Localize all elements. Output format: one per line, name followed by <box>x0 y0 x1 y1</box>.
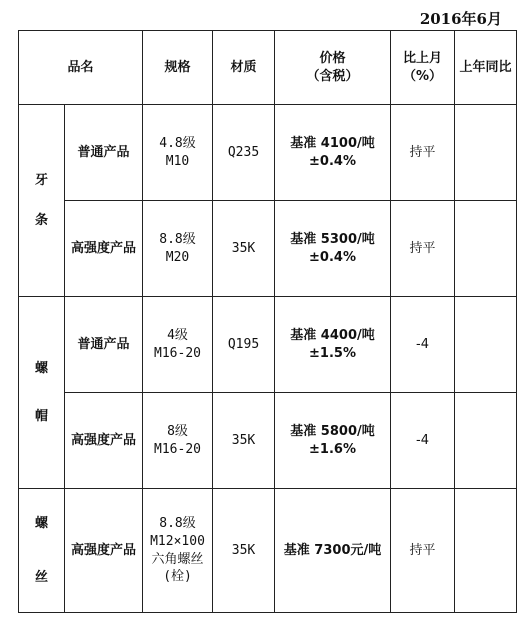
product-cell: 高强度产品 <box>65 489 143 613</box>
yoy-cell <box>455 393 517 489</box>
material-cell: Q195 <box>213 297 275 393</box>
price-cell <box>275 393 391 489</box>
price-table <box>18 30 517 613</box>
category-cell <box>19 297 65 489</box>
spec-line: 8.8级 <box>159 231 196 247</box>
product-cell: 高强度产品 <box>65 393 143 489</box>
price-line: ±1.5% <box>309 345 356 361</box>
header-mom-line2: （%） <box>403 68 443 84</box>
yoy-cell <box>455 201 517 297</box>
yoy-cell <box>455 105 517 201</box>
header-price-line1: 价格 <box>319 50 346 66</box>
mom-cell: 持平 <box>391 105 455 201</box>
category-char: 螺 <box>34 515 48 531</box>
category-char: 丝 <box>34 569 48 585</box>
spec-line: 4级 <box>167 327 188 343</box>
material-cell: 35K <box>213 393 275 489</box>
table-row <box>19 297 517 393</box>
price-cell <box>275 105 391 201</box>
table-row <box>19 393 517 489</box>
material-cell: 35K <box>213 489 275 613</box>
category-char: 帽 <box>34 408 48 424</box>
yoy-cell <box>455 297 517 393</box>
price-line: 基准 4100/吨 <box>290 135 375 151</box>
table-row <box>19 201 517 297</box>
price-line: ±0.4% <box>309 249 356 265</box>
price-line: 基准 4400/吨 <box>290 327 375 343</box>
spec-line: 8.8级 <box>159 516 196 532</box>
price-cell <box>275 489 391 613</box>
table-row <box>19 105 517 201</box>
material-cell: 35K <box>213 201 275 297</box>
spec-line: M16-20 <box>154 345 201 361</box>
header-row <box>19 31 517 105</box>
spec-line: 4.8级 <box>159 135 196 151</box>
category-cell <box>19 489 65 613</box>
spec-line: 六角螺丝 <box>151 551 204 567</box>
header-name: 品名 <box>19 31 143 105</box>
spec-line: M20 <box>165 249 190 265</box>
spec-line: 8级 <box>167 423 188 439</box>
mom-cell: -4 <box>391 297 455 393</box>
report-date: 2016年6月 <box>419 10 502 28</box>
spec-cell <box>143 297 213 393</box>
spec-line: M12×100 <box>150 533 205 549</box>
spec-cell <box>143 489 213 613</box>
header-price-line2: （含税） <box>306 68 359 84</box>
yoy-cell <box>455 489 517 613</box>
price-line: 基准 7300元/吨 <box>283 542 382 558</box>
material-cell: Q235 <box>213 105 275 201</box>
spec-line: (栓) <box>163 569 192 585</box>
price-line: ±0.4% <box>309 153 356 169</box>
category-char: 牙 <box>34 172 48 188</box>
product-cell: 高强度产品 <box>65 201 143 297</box>
mom-cell: -4 <box>391 393 455 489</box>
header-material: 材质 <box>213 31 275 105</box>
spec-cell <box>143 105 213 201</box>
category-cell <box>19 105 65 297</box>
mom-cell: 持平 <box>391 489 455 613</box>
header-price <box>275 31 391 105</box>
spec-line: M16-20 <box>154 441 201 457</box>
product-cell: 普通产品 <box>65 297 143 393</box>
table-row <box>19 489 517 613</box>
mom-cell: 持平 <box>391 201 455 297</box>
spec-cell <box>143 201 213 297</box>
spec-cell <box>143 393 213 489</box>
product-cell: 普通产品 <box>65 105 143 201</box>
header-spec: 规格 <box>143 31 213 105</box>
price-cell <box>275 201 391 297</box>
price-line: 基准 5300/吨 <box>290 231 375 247</box>
price-cell <box>275 297 391 393</box>
category-char: 条 <box>34 212 48 228</box>
header-yoy: 上年同比 <box>455 31 517 105</box>
spec-line: M10 <box>165 153 190 169</box>
category-char: 螺 <box>34 360 48 376</box>
header-mom <box>391 31 455 105</box>
header-mom-line1: 比上月 <box>403 50 443 66</box>
price-line: ±1.6% <box>309 441 356 457</box>
price-line: 基准 5800/吨 <box>290 423 375 439</box>
